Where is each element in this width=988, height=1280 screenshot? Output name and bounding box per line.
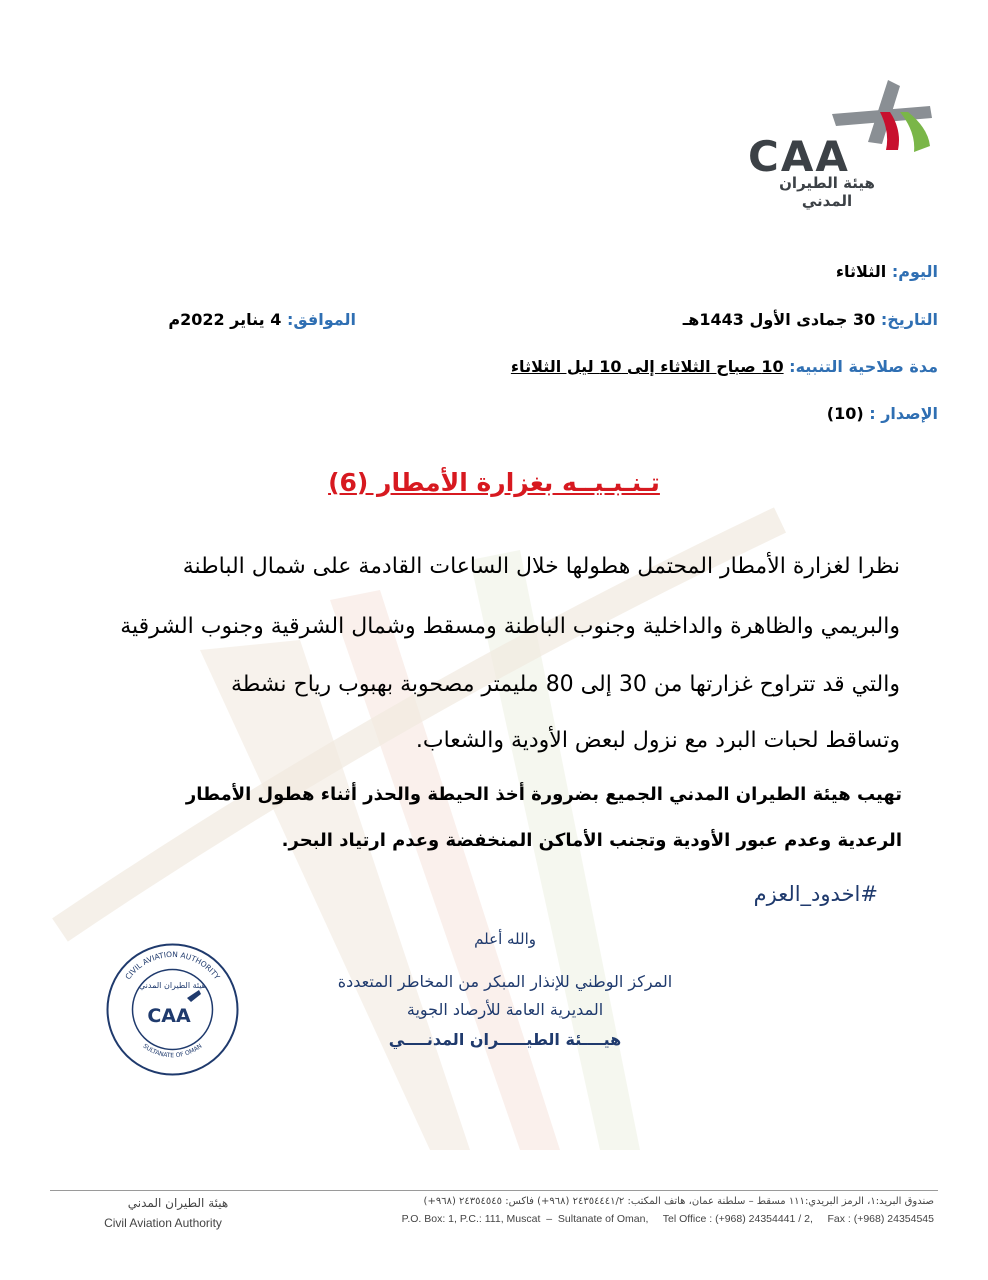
official-seal: [105, 942, 240, 1077]
gregorian-date-row: [168, 310, 356, 329]
validity-value: 10 صباح الثلاثاء إلى 10 ليل الثلاثاء: [510, 357, 784, 376]
footer-org-en: Civil Aviation Authority: [104, 1216, 222, 1230]
seal-logo-text: CAA: [147, 1005, 191, 1027]
footer-divider: [50, 1190, 938, 1191]
seal-text-en: CIVIL AVIATION AUTHORITY: [123, 949, 222, 982]
paragraph-2-line: تهيب هيئة الطيران المدني الجميع بضرورة أخذ الحيطة والحذر أثناء هطول الأمطار: [185, 784, 902, 805]
hijri-date-label: التاريخ:: [880, 310, 938, 329]
svg-text:SULTANATE OF OMAN: [142, 1043, 204, 1060]
validity-label: مدة صلاحية التنبيه:: [789, 357, 938, 376]
caa-logo: [740, 72, 940, 210]
footer-address-en: P.O. Box: 1, P.C.: 111, Muscat – Sultanate of Oman, Tel Office : (+968) 24354441 / 2, Fax : (+968) 24354545: [401, 1213, 934, 1225]
validity-row: [511, 357, 938, 376]
hashtag: #اخدود_العزم: [753, 882, 878, 906]
paragraph-1-line: نظرا لغزارة الأمطار المحتمل هطولها خلال الساعات القادمة على شمال الباطنة: [182, 554, 900, 579]
paragraph-1-line: والتي قد تتراوح غزارتها من 30 إلى 80 مليمتر مصحوبة بهبوب رياح نشطة: [230, 672, 900, 697]
footer-org-ar: هيئة الطيران المدني: [127, 1196, 229, 1210]
signature-line-2: المديرية العامة للأرصاد الجوية: [406, 1000, 604, 1019]
alert-title: تـنـبـيــه بغزارة الأمطار (6): [328, 468, 660, 497]
gregorian-date-label: الموافق:: [286, 310, 356, 329]
day-row: [836, 262, 938, 281]
seal-text-ar: هيئة الطيران المدني: [139, 981, 206, 990]
footer-address-ar: صندوق البريد:١، الرمز البريدي:١١١ مسقط – سلطنة عمان، هاتف المكتب: ٢٤٣٥٤٤٤١/٢ (٩٦٨+) فاكس: ٢٤٣٥٤٥٤٥ (٩٦٨+): [423, 1196, 934, 1207]
signature-line-1: المركز الوطني للإنذار المبكر من المخاطر المتعددة: [337, 972, 673, 991]
paragraph-1-line: وتساقط لحبات البرد مع نزول لبعض الأودية والشعاب.: [415, 728, 900, 753]
seal-airplane-icon: [187, 990, 201, 1002]
logo-text-ar: هيئة الطيران المدني: [779, 174, 875, 210]
issue-row: [827, 404, 938, 423]
issue-value: (10): [826, 404, 864, 423]
logo-text-en: CAA: [748, 132, 850, 181]
day-value: الثلاثاء: [835, 262, 887, 281]
hijri-date-row: [683, 310, 938, 329]
paragraph-1-line: والبريمي والظاهرة والداخلية وجنوب الباطنة ومسقط وشمال الشرقية وجنوب الشرقية: [120, 614, 900, 639]
issue-label: الإصدار :: [869, 404, 938, 423]
seal-text-country: SULTANATE OF OMAN: [141, 1042, 204, 1060]
day-label: اليوم:: [891, 262, 938, 281]
hijri-date-value: 30 جمادى الأول 1443هـ: [682, 310, 876, 329]
gregorian-date-value: 4 يناير 2022م: [168, 310, 282, 329]
signature-line-3: هيــــئة الطيـــــران المدنــــي: [388, 1030, 622, 1049]
closing-phrase: والله أعلم: [474, 930, 536, 948]
paragraph-2-line: الرعدية وعدم عبور الأودية وتجنب الأماكن المنخفضة وعدم ارتياد البحر.: [281, 830, 902, 851]
